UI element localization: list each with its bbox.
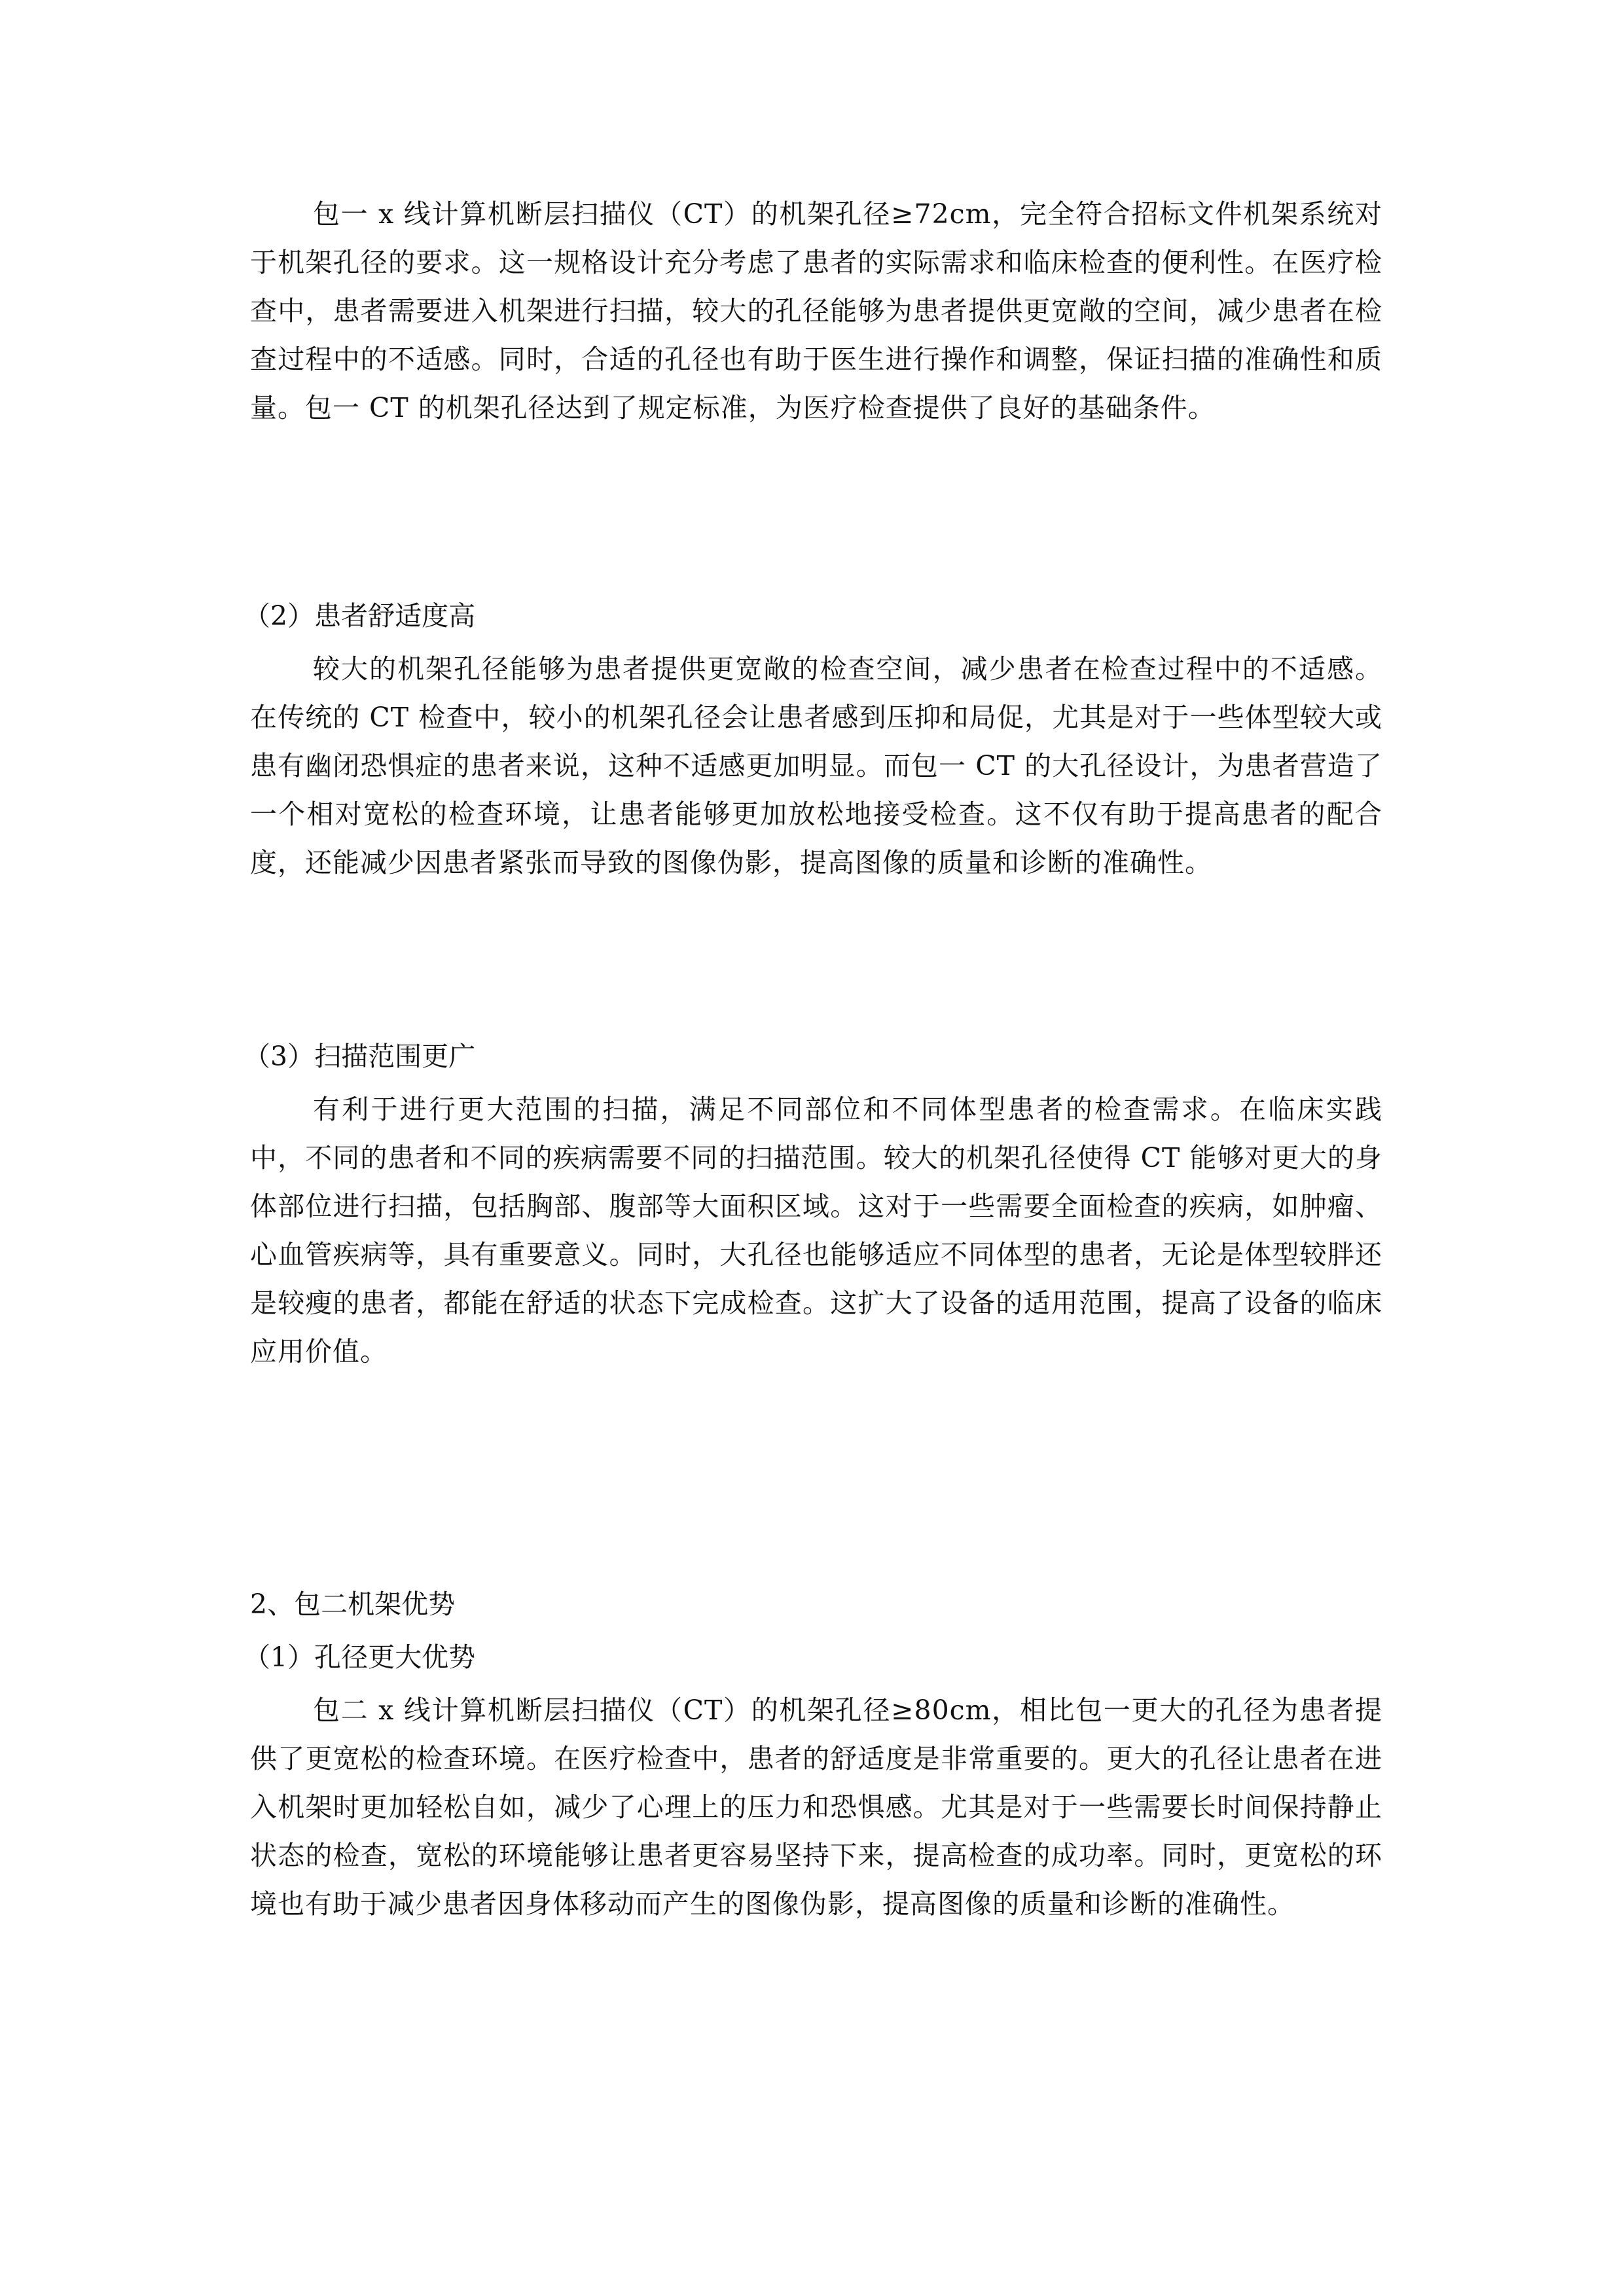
subheading-larger-aperture: （1）孔径更大优势 <box>244 1641 476 1673</box>
subheading-patient-comfort: （2）患者舒适度高 <box>244 600 476 632</box>
paragraph-larger-aperture: 包二 x 线计算机断层扫描仪（CT）的机架孔径≥80cm，相比包一更大的孔径为患者提供了更宽松的检查环境。在医疗检查中，患者的舒适度是非常重要的。更大的孔径让患者在进入机架时更加轻松自如，减少了心理上的压力和恐惧感。尤其是对于一些需要长时间保持静止状态的检查，宽松的环境能够让患者更容易坚持下来，提高检查的成功率。同时，更宽松的环境也有助于减少患者因身体移动而产生的图像伪影，提高图像的质量和诊断的准确性。 <box>250 1695 1382 1920</box>
subheading-scan-range: （3）扫描范围更广 <box>244 1041 476 1072</box>
paragraph-scan-range: 有利于进行更大范围的扫描，满足不同部位和不同体型患者的检查需求。在临床实践中，不同的患者和不同的疾病需要不同的扫描范围。较大的机架孔径使得 CT 能够对更大的身体部位进行扫描，包括胸部、腹部等大面积区域。这对于一些需要全面检查的疾病，如肿瘤、心血管疾病等，具有重要意义。同时，大孔径也能够适应不同体型的患者，无论是体型较胖还是较瘦的患者，都能在舒适的状态下完成检查。这扩大了设备的适用范围，提高了设备的临床应用价值。 <box>250 1094 1382 1367</box>
section-heading-package-two: 2、包二机架优势 <box>250 1588 456 1620</box>
paragraph-gantry-aperture-package-one: 包一 x 线计算机断层扫描仪（CT）的机架孔径≥72cm，完全符合招标文件机架系统对于机架孔径的要求。这一规格设计充分考虑了患者的实际需求和临床检查的便利性。在医疗检查中，患者需要进入机架进行扫描，较大的孔径能够为患者提供更宽敞的空间，减少患者在检查过程中的不适感。同时，合适的孔径也有助于医生进行操作和调整，保证扫描的准确性和质量。包一 CT 的机架孔径达到了规定标准，为医疗检查提供了良好的基础条件。 <box>250 198 1382 423</box>
paragraph-patient-comfort: 较大的机架孔径能够为患者提供更宽敞的检查空间，减少患者在检查过程中的不适感。在传统的 CT 检查中，较小的机架孔径会让患者感到压抑和局促，尤其是对于一些体型较大或患有幽闭恐惧症的患者来说，这种不适感更加明显。而包一 CT 的大孔径设计，为患者营造了一个相对宽松的检查环境，让患者能够更加放松地接受检查。这不仅有助于提高患者的配合度，还能减少因患者紧张而导致的图像伪影，提高图像的质量和诊断的准确性。 <box>250 653 1382 878</box>
